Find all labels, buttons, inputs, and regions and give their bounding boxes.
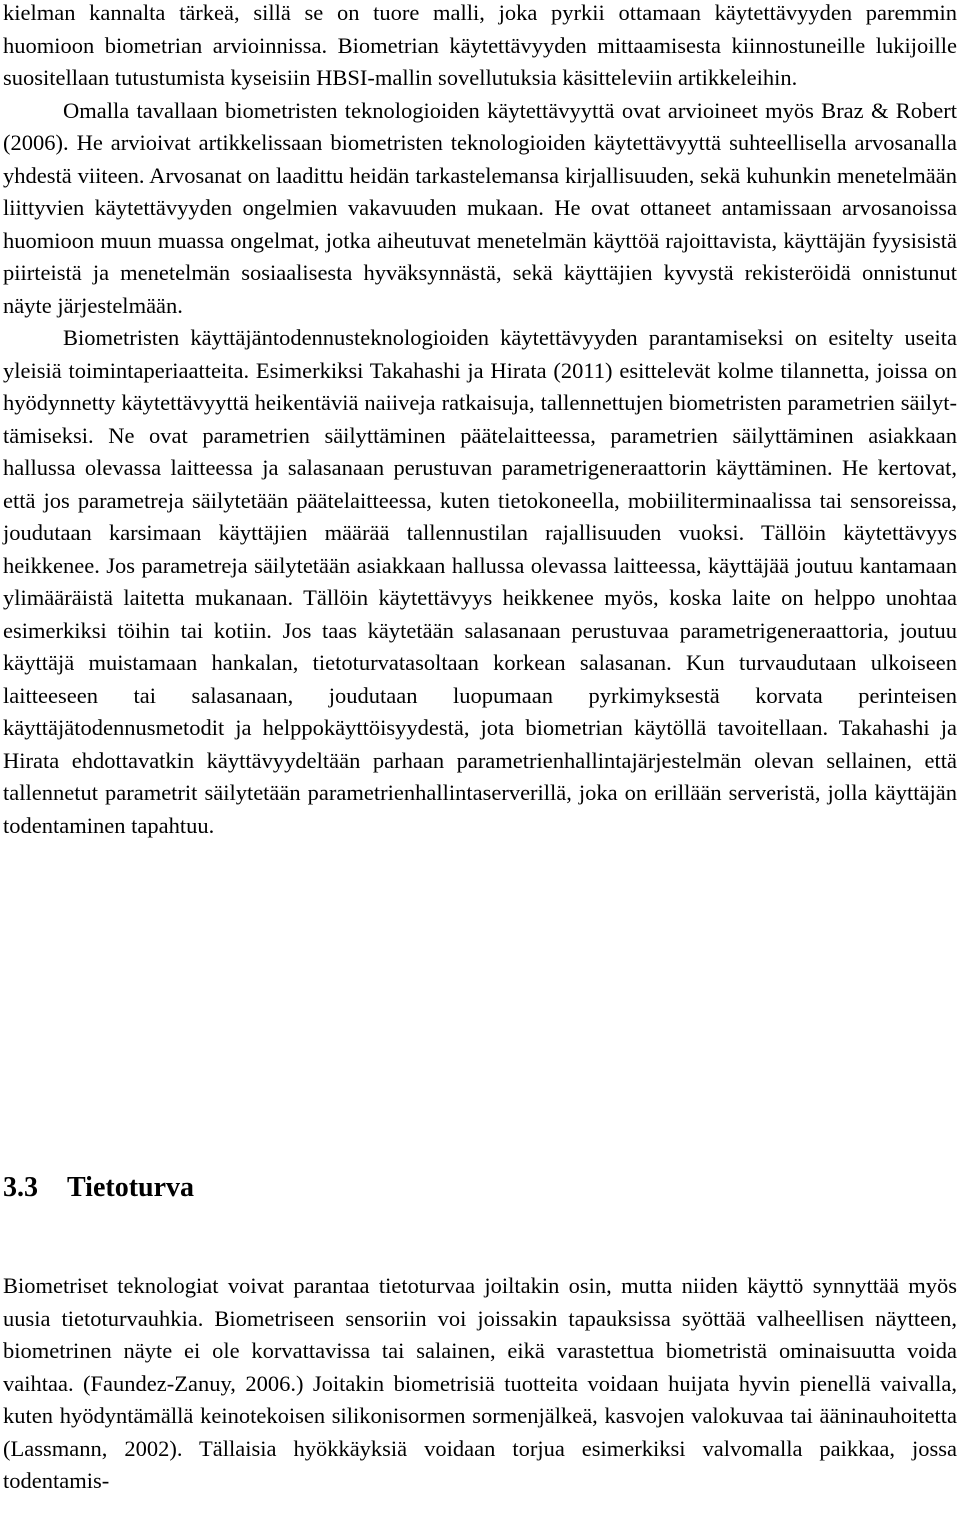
section-title: Tietoturva bbox=[67, 1172, 195, 1203]
paragraph: Biometristen käyttäjäntodennusteknologioiden käytettävyyden parantamiseksi on esitelty useita yleisiä toimintaperiaatteita. Esimerkiksi Takahashi ja Hirata (2011) esittelevät kolme tilannetta, joissa on hyödynnetty käytettävyyttä heikentäviä naiiveja ratkaisuja, tallennettujen biometristen parametrien säilyttämiseksi. Ne ovat parametrien säilyttäminen päätelaitteessa, parametrien säilyttäminen asiakkaan hallussa olevassa laitteessa ja salasanaan perustuvan parametrigeneraattorin käyttäminen. He kertovat, että jos parametreja säilytetään päätelaitteessa, kuten tietokoneella, mobiiliterminaalissa tai sensoreissa, joudutaan karsimaan käyttäjien määrää tallennustilan rajallisuuden vuoksi. Tällöin käytettävyys heikkenee. Jos parametreja säilytetään asiakkaan hallussa olevassa laitteessa, käyttäjää joutuu kantamaan ylimääräistä laitetta mukanaan. Tällöin käytettävyys heikkenee myös, koska laite on helppo unohtaa esimerkiksi töihin tai kotiin. Jos taas käytetään salasanaan perustuvaa parametrigeneraattoria, joutuu käyttäjä muistamaan hankalan, tietoturvatasoltaan korkean salasanan. Kun turvaudutaan ulkoiseen laitteeseen tai salasanaan, joudutaan luopumaan pyrkimyksestä korvata perinteisen käyttäjätodennusmetodit ja helppokäyttöisyydestä, jota biometrian käytöllä tavoitellaan. Takahashi ja Hirata ehdottavatkin käyttävyydeltään parhaan parametrienhallintajärjestelmän olevan sellainen, että tallennetut parametrit säilytetään parametrienhallintaserverillä, joka on erillään serveristä, jolla käyttäjän todentaminen tapahtuu. bbox=[3, 325, 957, 838]
section-heading bbox=[3, 1168, 194, 1208]
section-number: 3.3 bbox=[3, 1172, 38, 1203]
body-text-bottom bbox=[3, 1270, 957, 1498]
body-text-top bbox=[3, 0, 957, 842]
paragraph: kielman kannalta tärkeä, sillä se on tuore malli, joka pyrkii ottamaan käytettävyyden paremmin huomioon biometrian arvioinnissa. Biometrian käytettävyyden mittaamisesta kiinnostuneille lukijoille suositellaan tutustumista kyseisiin HBSI-mallin sovellutuksia käsitteleviin artikkeleihin. bbox=[3, 0, 957, 90]
paragraph: Biometriset teknologiat voivat parantaa tietoturvaa joiltakin osin, mutta niiden käyttö synnyttää myös uusia tietoturvauhkia. Biometriseen sensoriin voi joissakin tapauksissa syöttää valheellisen näytteen, biometrinen näyte ei ole korvattavissa tai salainen, eikä varastettua biometristä ominaisuutta voida vaihtaa. (Faundez-Zanuy, 2006.) Joitakin biometrisiä tuotteita voidaan huijata hyvin pienellä vaivalla, kuten hyödyntämällä keinotekoisen silikonisormen sormenjälkeä, kasvojen valokuvaa tai ääninauhoitetta (Lassmann, 2002). Tällaisia hyökkäyksiä voidaan torjua esimerkiksi valvomalla paikkaa, jossa todentamis- bbox=[3, 1273, 957, 1493]
paragraph: Omalla tavallaan biometristen teknologioiden käytettävyyttä ovat arvioineet myös Braz & Robert (2006). He arvioivat artikkelissaan biometristen teknologioiden käytettävyyttä suhteellisella arvosanalla yhdestä viiteen. Arvosanat on laadittu heidän tarkastelemansa kirjallisuuden, sekä kuhunkin menetelmään liittyvien käytettävyyden ongelmien vakavuuden mukaan. He ovat ottaneet antamissaan arvosanoissa huomioon muun muassa ongelmat, jotka aiheutuvat menetelmän käyttöä rajoittavista, käyttäjän fyysisistä piirteistä ja menetelmän sosiaalisesta hyväksynnästä, sekä käyttäjien kyvystä rekisteröidä onnistunut näyte järjestelmään. bbox=[3, 97, 957, 318]
